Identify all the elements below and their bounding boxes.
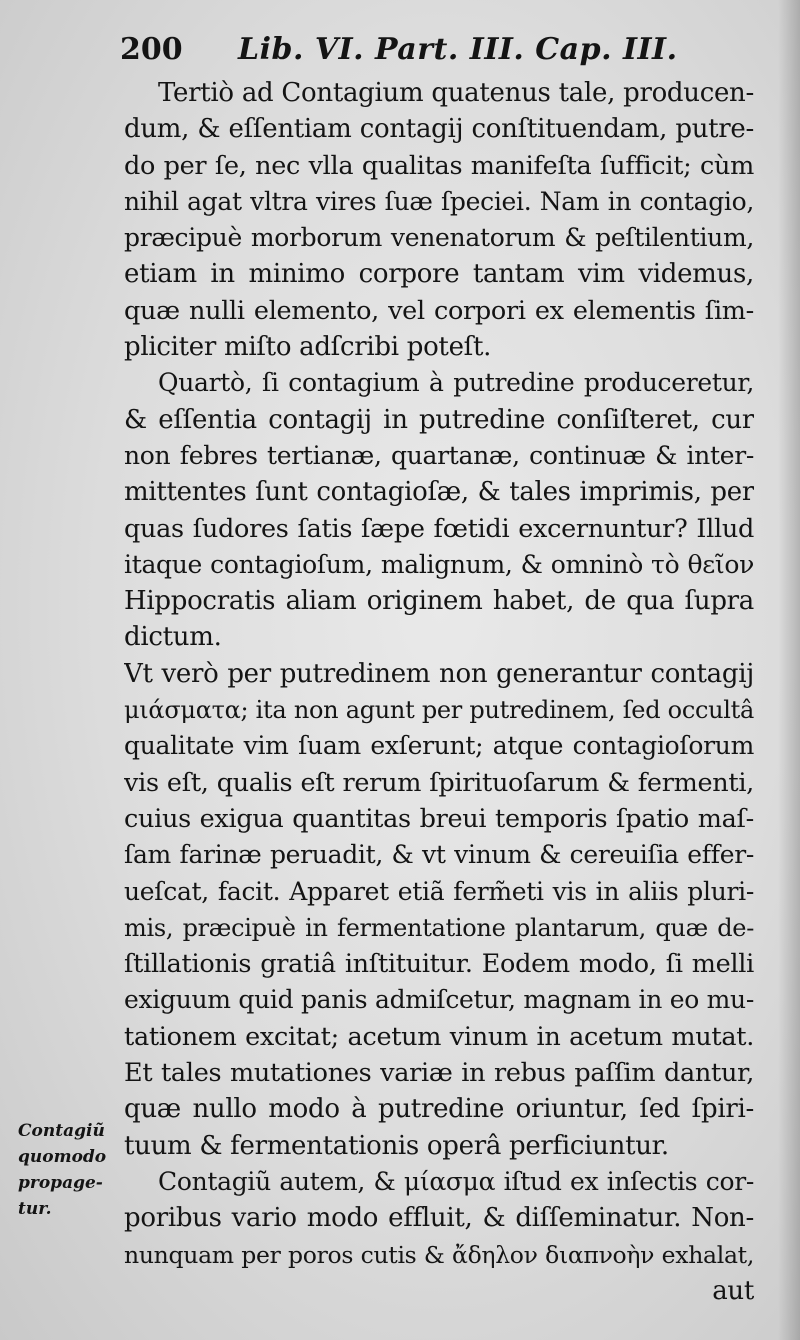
- text-line: dum, & eſſentiam contagij conſtituendam, putre-: [124, 114, 754, 145]
- page-number: 200: [120, 32, 183, 67]
- text-line: exiguum quid panis admiſcetur, magnam in eo mu-: [124, 985, 754, 1015]
- marginal-note: [18, 1118, 118, 1222]
- catchword: aut: [712, 1275, 754, 1306]
- marginal-note-line: Contagiũ: [18, 1121, 105, 1141]
- text-line: quæ nulli elemento, vel corpori ex elementis ſim-: [124, 295, 754, 326]
- text-line: præcipuè morborum venenatorum & peſtilentium,: [124, 223, 754, 253]
- page-header: [120, 32, 760, 72]
- text-line: Et tales mutationes variæ in rebus paſſim dantur,: [124, 1058, 754, 1089]
- marginal-note-line: quomodo: [18, 1147, 107, 1167]
- text-line: pliciter miſto adſcribi poteſt.: [124, 332, 492, 363]
- text-line: qualitate vim ſuam exſerunt; atque contagioſorum: [124, 731, 754, 761]
- body-text: [124, 75, 754, 1313]
- text-line: Contagiũ autem, & μίασμα iſtud ex inſectis cor-: [158, 1166, 754, 1196]
- text-line: quas ſudores ſatis ſæpe fœtidi excernuntur? Illud: [124, 513, 754, 544]
- text-line: cuius exigua quantitas breui temporis ſpatio maſ-: [124, 803, 754, 834]
- text-line: quæ nullo modo à putredine oriuntur, ſed ſpiri-: [124, 1094, 754, 1125]
- text-line: do per ſe, nec vlla qualitas manifeſta ſufficit; cùm: [124, 150, 754, 181]
- text-line: nihil agat vltra vires ſuæ ſpeciei. Nam in contagio,: [124, 186, 754, 216]
- text-line: nunquam per poros cutis & ἄδηλον διαπνοὴν exhalat,: [124, 1240, 754, 1269]
- text-line: ueſcat, facit. Apparet etiã ferm̃eti vis in aliis pluri-: [124, 876, 754, 906]
- text-line: Tertiò ad Contagium quatenus tale, producen-: [158, 78, 754, 108]
- text-line: non febres tertianæ, quartanæ, continuæ & inter-: [124, 440, 754, 470]
- text-line: Quartò, ſi contagium à putredine produceretur,: [158, 368, 754, 398]
- text-line: mittentes ſunt contagioſæ, & tales imprimis, per: [124, 477, 754, 508]
- text-line: ſtillationis gratiâ inſtituitur. Eodem modo, ſi melli: [124, 949, 754, 980]
- text-line: poribus vario modo effluit, & diſſeminatur. Non-: [124, 1203, 754, 1234]
- text-line: Hippocratis aliam originem habet, de qua ſupra: [124, 586, 754, 617]
- page-edge-shadow: [778, 0, 800, 1340]
- marginal-note-line: propage-: [18, 1173, 103, 1193]
- text-line: itaque contagioſum, malignum, & omninò τὸ θεῖον: [124, 549, 754, 579]
- text-line: & eſſentia contagij in putredine conſiſteret, cur: [124, 404, 754, 435]
- marginal-note-line: tur.: [18, 1199, 52, 1219]
- text-line: ſam farinæ peruadit, & vt vinum & cereuiſia effer-: [124, 840, 754, 870]
- running-title: Lib. VI. Part. III. Cap. III.: [238, 32, 678, 67]
- text-line: tuum & fermentationis operâ perficiuntur.: [124, 1130, 669, 1161]
- text-line: Vt verò per putredinem non generantur contagij: [124, 658, 754, 689]
- text-line: mis, præcipuè in fermentatione plantarum, quæ de-: [124, 913, 754, 942]
- text-line: μιάσματα; ita non agunt per putredinem, ſed occultâ: [124, 696, 754, 725]
- text-line: vis eſt, qualis eſt rerum ſpirituoſarum & fermenti,: [124, 767, 754, 798]
- text-line: etiam in minimo corpore tantam vim videmus,: [124, 259, 754, 290]
- text-line: tationem excitat; acetum vinum in acetum mutat.: [124, 1021, 754, 1052]
- text-line: dictum.: [124, 622, 222, 653]
